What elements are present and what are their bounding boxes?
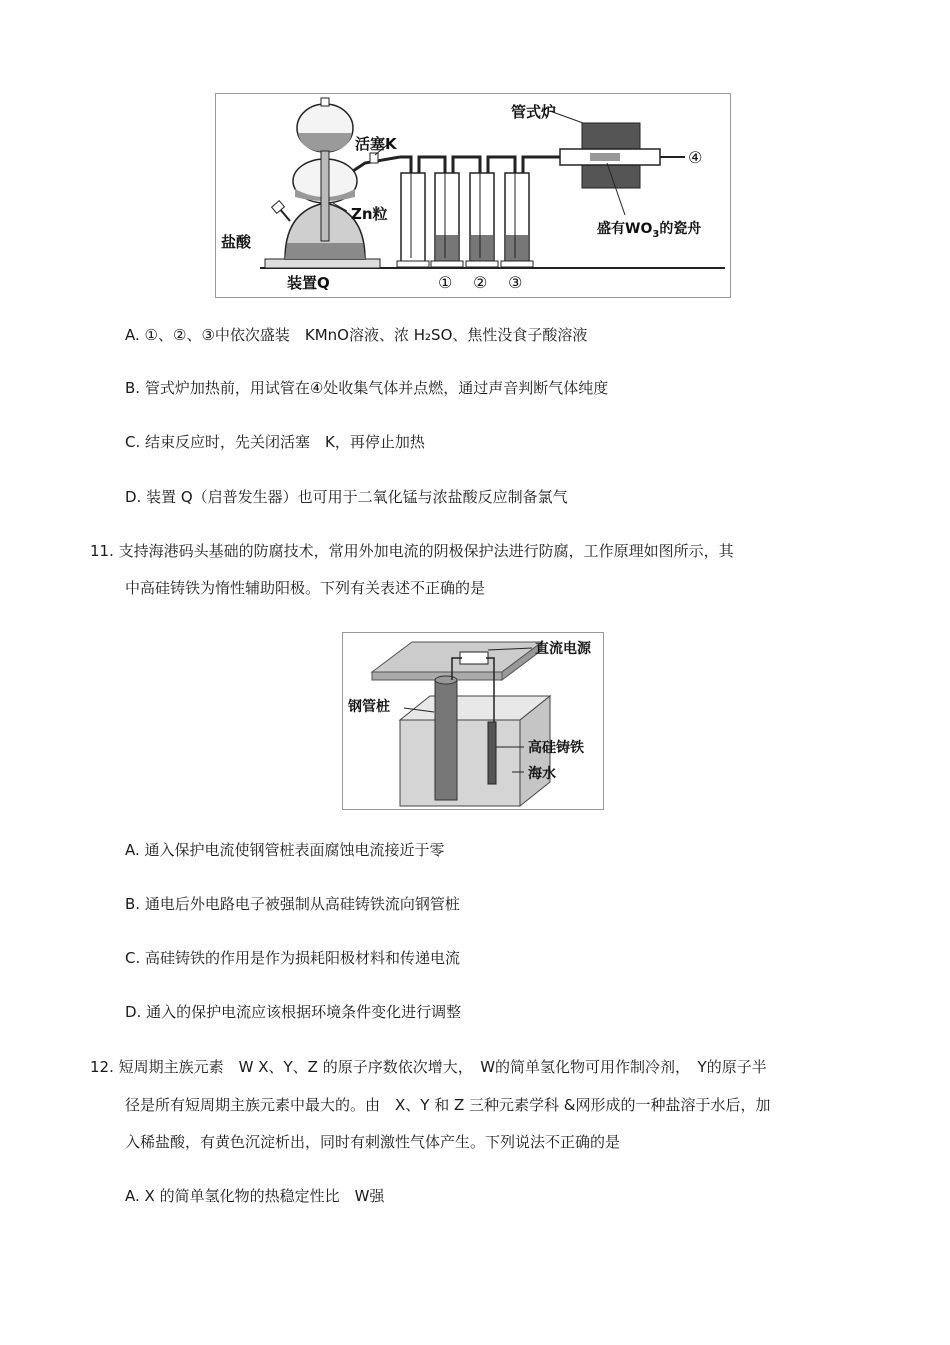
label-anode: 高硅铸铁 (528, 740, 584, 756)
option-letter: A. (125, 1187, 140, 1205)
option-letter: D. (125, 1003, 142, 1021)
label-bottle-3: ③ (508, 273, 523, 292)
option-letter: C. (125, 433, 141, 451)
cathodic-protection-diagram (342, 632, 604, 810)
q12-stem-line3: 入稀盐酸，有黄色沉淀析出，同时有刺激性气体产生。下列说法不正确的是 (125, 1133, 621, 1151)
question-number: 12. (90, 1058, 114, 1076)
option-letter: D. (125, 488, 142, 506)
option-text: X 的简单氢化物的热稳定性比 W强 (144, 1187, 385, 1205)
cathodic-protection-figure (342, 632, 604, 810)
option-text: 高硅铸铁的作用是作为损耗阳极材料和传递电流 (145, 949, 461, 967)
q11-option-b (125, 894, 460, 914)
label-tube-furnace: 管式炉 (511, 103, 557, 121)
apparatus-figure (215, 93, 731, 298)
q10-option-c (125, 432, 425, 452)
option-text: 通入保护电流使钢管桩表面腐蚀电流接近于零 (144, 841, 445, 859)
label-bottle-1: ① (438, 273, 453, 292)
label-device-q: 装置Q (287, 274, 330, 292)
label-power: 直流电源 (535, 641, 591, 657)
option-text: 结束反应时，先关闭活塞 K，再停止加热 (145, 433, 425, 451)
label-stopcock: 活塞K (355, 135, 397, 153)
option-letter: C. (125, 949, 141, 967)
label-bottle-2: ② (473, 273, 488, 292)
q11-stem-line1 (90, 541, 734, 561)
q11-option-a (125, 840, 445, 860)
q11-option-d (125, 1002, 461, 1022)
option-text: 通入的保护电流应该根据环境条件变化进行调整 (146, 1003, 462, 1021)
q11-stem-line2: 中高硅铸铁为惰性辅助阳极。下列有关表述不正确的是 (125, 579, 486, 597)
question-text: 短周期主族元素 W X、Y、Z 的原子序数依次增大， W的简单氢化物可用作制冷剂， Y的原子半 (118, 1058, 767, 1076)
option-letter: B. (125, 379, 141, 397)
label-outlet-4: ④ (688, 148, 703, 167)
q10-option-b (125, 378, 608, 398)
option-text: ①、②、③中依次盛装 KMnO溶液、浓 H₂SO、焦性没食子酸溶液 (144, 326, 588, 344)
question-number: 11. (90, 542, 114, 560)
q12-option-a (125, 1186, 384, 1206)
label-pile: 钢管桩 (348, 699, 390, 715)
q10-option-a (125, 325, 587, 345)
label-seawater: 海水 (528, 766, 556, 782)
option-letter: A. (125, 841, 140, 859)
label-boat: 盛有$WO_3$的瓷舟 (597, 221, 702, 240)
option-text: 通电后外电路电子被强制从高硅铸铁流向钢管桩 (144, 895, 460, 913)
question-text: 支持海港码头基础的防腐技术，常用外加电流的阴极保护法进行防腐，工作原理如图所示，其 (118, 542, 734, 560)
label-hcl: 盐酸 (221, 233, 252, 251)
q11-option-c (125, 948, 460, 968)
option-text: 管式炉加热前，用试管在④处收集气体并点燃，通过声音判断气体纯度 (144, 379, 609, 397)
option-letter: B. (125, 895, 141, 913)
label-zn: Zn粒 (351, 205, 388, 223)
q12-stem-line2: 径是所有短周期主族元素中最大的。由 X、Y 和 Z 三种元素学科 &网形成的一种盐溶于水后，加 (125, 1096, 771, 1114)
q10-option-d (125, 487, 568, 507)
apparatus-diagram (215, 93, 731, 298)
option-text: 装置 Q（启普发生器）也可用于二氧化锰与浓盐酸反应制备氯气 (146, 488, 568, 506)
q12-stem-line1 (90, 1057, 767, 1077)
option-letter: A. (125, 326, 140, 344)
